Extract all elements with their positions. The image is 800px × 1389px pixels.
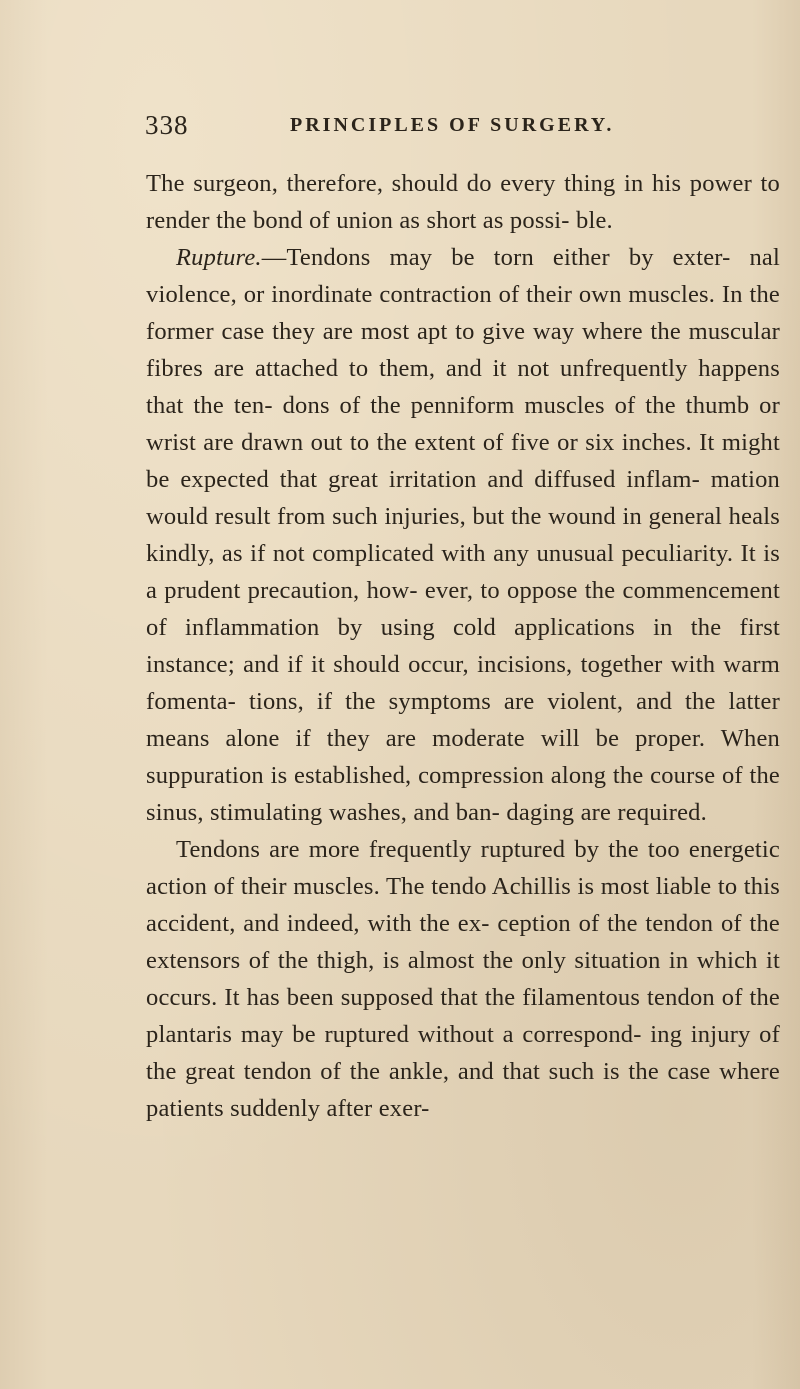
page-number: 338	[145, 110, 189, 140]
section-heading-rupture: Rupture.	[176, 244, 262, 271]
paragraph-intro	[146, 165, 780, 239]
paragraph-tendons	[146, 831, 780, 1127]
body-text	[146, 165, 780, 1127]
paragraph-rupture	[146, 239, 780, 831]
paragraph-text: Tendons are more frequently ruptured by the too energetic action of their muscles. The tendo Achillis is most liable to this accident, and indeed, with the ex- ception of the tendon of the extensors of the thigh, is almost the only situation in which it occurs. It has been supposed that the filamentous tendon of the plantaris may be ruptured without a correspond- ing injury of the great tendon of the ankle, and that such is the case where patients suddenly after exer-	[146, 836, 780, 1122]
running-head	[145, 104, 735, 144]
paragraph-text: The surgeon, therefore, should do every thing in his power to render the bond of union as short as possi- ble.	[146, 170, 780, 234]
running-title: PRINCIPLES OF SURGERY.	[290, 114, 615, 136]
paragraph-text: —Tendons may be torn either by exter- nal violence, or inordinate contraction of their own muscles. In the former case they are most apt to give way where the muscular fibres are attached to them, and it not unfrequently happens that the ten- dons of the penniform muscles of the thumb or wrist are drawn out to the extent of five or six inches. It might be expected that great irritation and diffused inflam- mation would result from such injuries, but the wound in general heals kindly, as if not complicated with any unusual peculiarity. It is a prudent precaution, how- ever, to oppose the commencement of inflammation by using cold applications in the first instance; and if it should occur, incisions, together with warm fomenta- tions, if the symptoms are violent, and the latter means alone if they are moderate will be proper. When suppuration is established, compression along the course of the sinus, stimulating washes, and ban- daging are required.	[146, 244, 780, 826]
